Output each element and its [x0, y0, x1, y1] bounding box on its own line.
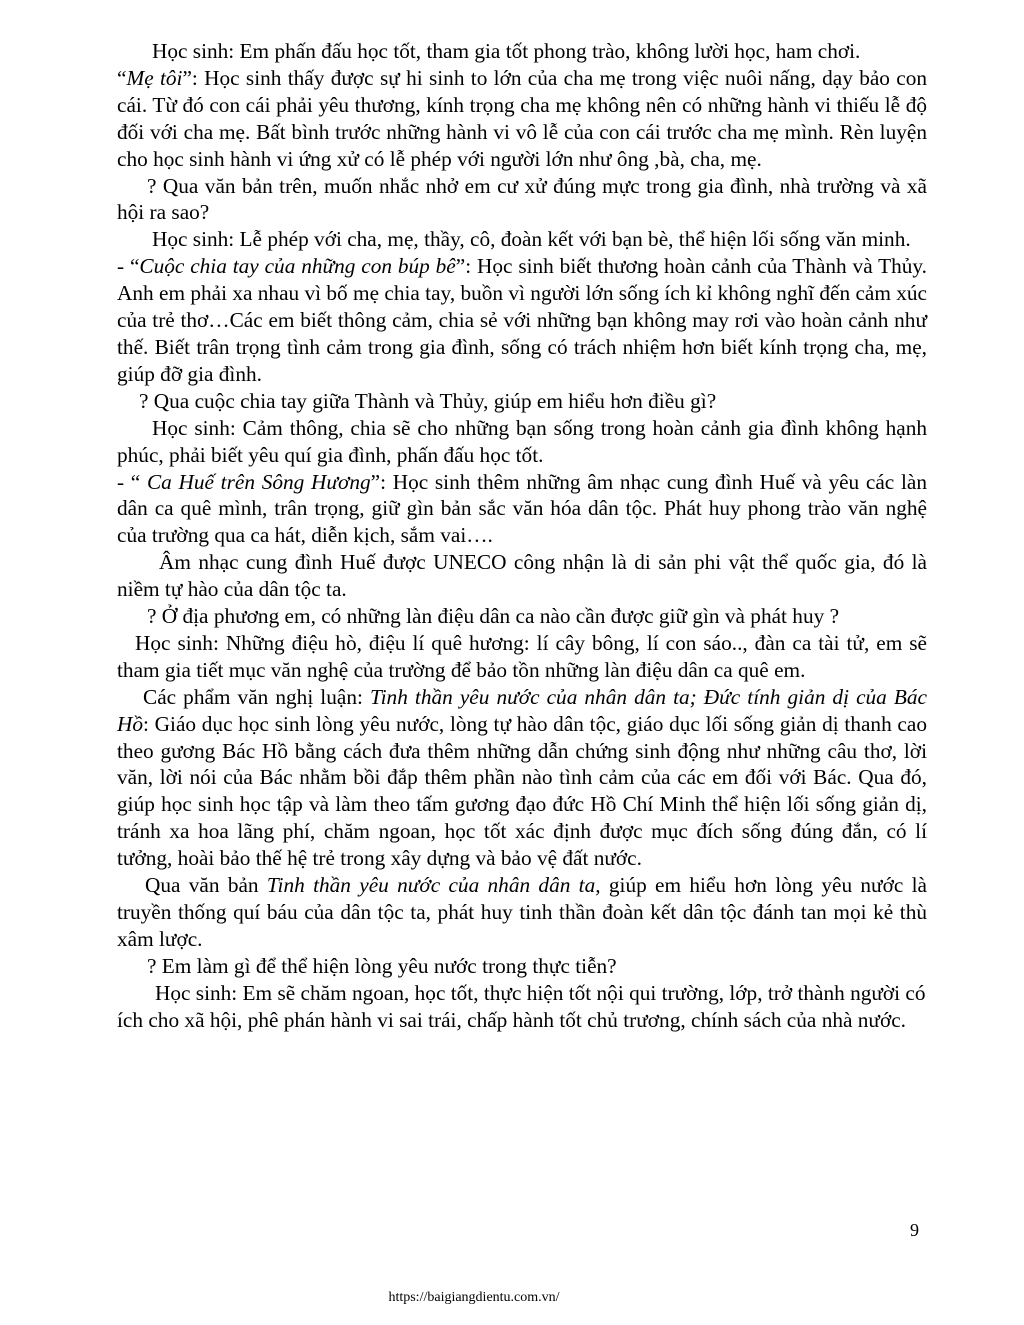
question: ? Ở địa phương em, có những làn điệu dân ca nào cần được giữ gìn và phát huy ?	[147, 604, 840, 629]
answer: Học sinh: Em sẽ chăm ngoan, học tốt, thực hiện tốt nội qui trường, lớp, trở thành người có ích cho xã hội, phê phán hành vi sai trái, chấp hành tốt chủ trương, chính sách của nhà nước.	[117, 980, 926, 1032]
answer: Học sinh: Những điệu hò, điệu lí quê hương: lí cây bông, lí con sáo.., đàn ca tài tử, em sẽ tham gia tiết mục văn nghệ của trường để bảo tồn những làn điệu dân ca quê em.	[117, 630, 927, 682]
footer-url[interactable]: https://baigiangdientu.com.vn/	[388, 1290, 560, 1305]
paragraph: - “Cuộc chia tay của những con búp bê”: Học sinh biết thương hoàn cảnh của Thành và Thủy. Anh em phải xa nhau vì bố mẹ chia tay, buồn vì người lớn sống ích kỉ không nghĩ đến cảm xúc của trẻ thơ…Các em biết thông cảm, chia sẻ với những bạn không may rơi vào hoàn cảnh như thế. Biết trân trọng tình cảm trong gia đình, sống có trách nhiệm hơn biết kính trọng cha, mẹ, giúp đỡ gia đình.	[117, 254, 928, 386]
question: ? Qua văn bản trên, muốn nhắc nhở em cư xử đúng mực trong gia đình, nhà trường và xã hội ra sao?	[117, 173, 927, 225]
work-title: Ca Huế trên Sông Hương	[146, 469, 371, 494]
answer: Học sinh: Cảm thông, chia sẽ cho những bạn sống trong hoàn cảnh gia đình không hạnh phúc, phải biết yêu quí gia đình, phấn đấu học tốt.	[117, 415, 927, 467]
paragraph: - “ Ca Huế trên Sông Hương”: Học sinh thêm những âm nhạc cung đình Huế và yêu các làn dân ca quê mình, trân trọng, giữ gìn bản sắc văn hóa dân tộc. Phát huy phong trào văn nghệ của trường qua ca hát, diễn kịch, sắm vai….	[117, 469, 927, 548]
paragraph: “Mẹ tôi”: Học sinh thấy được sự hi sinh to lớn của cha mẹ trong việc nuôi nấng, dạy bảo con cái. Từ đó con cái phải yêu thương, kính trọng cha mẹ không nên có những hành vi thiếu lễ độ đối với cha mẹ. Bất bình trước những hành vi vô lễ của con cái trước cha mẹ mình. Rèn luyện cho học sinh hành vi ứng xử có lễ phép với người lớn như ông ,bà, cha, mẹ.	[117, 65, 928, 171]
question: ? Em làm gì để thể hiện lòng yêu nước trong thực tiễn?	[147, 953, 617, 978]
paragraph: Qua văn bản Tinh thần yêu nước của nhân dân ta, giúp em hiểu hơn lòng yêu nước là truyền thống quí báu của dân tộc ta, phát huy tinh thần đoàn kết dân tộc đánh tan mọi kẻ thù xâm lược.	[117, 873, 927, 951]
work-title: Tinh thần yêu nước của nhân dân ta; Đức tính giản dị của Bác Hồ	[117, 684, 927, 736]
question: ? Qua cuộc chia tay giữa Thành và Thủy, giúp em hiểu hơn điều gì?	[139, 388, 717, 413]
work-title: Mẹ tôi	[126, 65, 183, 90]
paragraph: Học sinh: Em phấn đấu học tốt, tham gia tốt phong trào, không lười học, ham chơi.	[152, 39, 861, 63]
paragraph: Âm nhạc cung đình Huế được UNECO công nhận là di sản phi vật thể quốc gia, đó là niềm tự hào của dân tộc ta.	[117, 550, 927, 602]
answer: Học sinh: Lễ phép với cha, mẹ, thầy, cô, đoàn kết với bạn bè, thể hiện lối sống văn minh.	[152, 227, 911, 252]
paragraph: Các phẩm văn nghị luận: Tinh thần yêu nước của nhân dân ta; Đức tính giản dị của Bác Hồ: Giáo dục học sinh lòng yêu nước, lòng tự hào dân tộc, giáo dục lối sống giản dị thanh cao theo gương Bác Hồ bằng cách đưa thêm những dẫn chứng sinh động như những câu thơ, lời văn, lời nói của Bác nhằm bồi đắp thêm phần nào tình cảm của các em đối với Bác. Qua đó, giúp học sinh học tập và làm theo tấm gương đạo đức Hồ Chí Minh thể hiện lối sống giản dị, tránh xa hoa lãng phí, chăm ngoan, học tốt xác định được mục đích sống đúng đắn, có lí tưởng, hoài bảo thế hệ trẻ trong xây dựng và bảo vệ đất nước.	[117, 684, 927, 871]
document-body	[117, 38, 927, 1034]
footer	[0, 1290, 1024, 1306]
work-title: Cuộc chia tay của những con búp bê	[139, 254, 456, 279]
work-title: Tinh thần yêu nước của nhân dân ta,	[266, 873, 601, 898]
page-number: 9	[910, 1220, 919, 1240]
